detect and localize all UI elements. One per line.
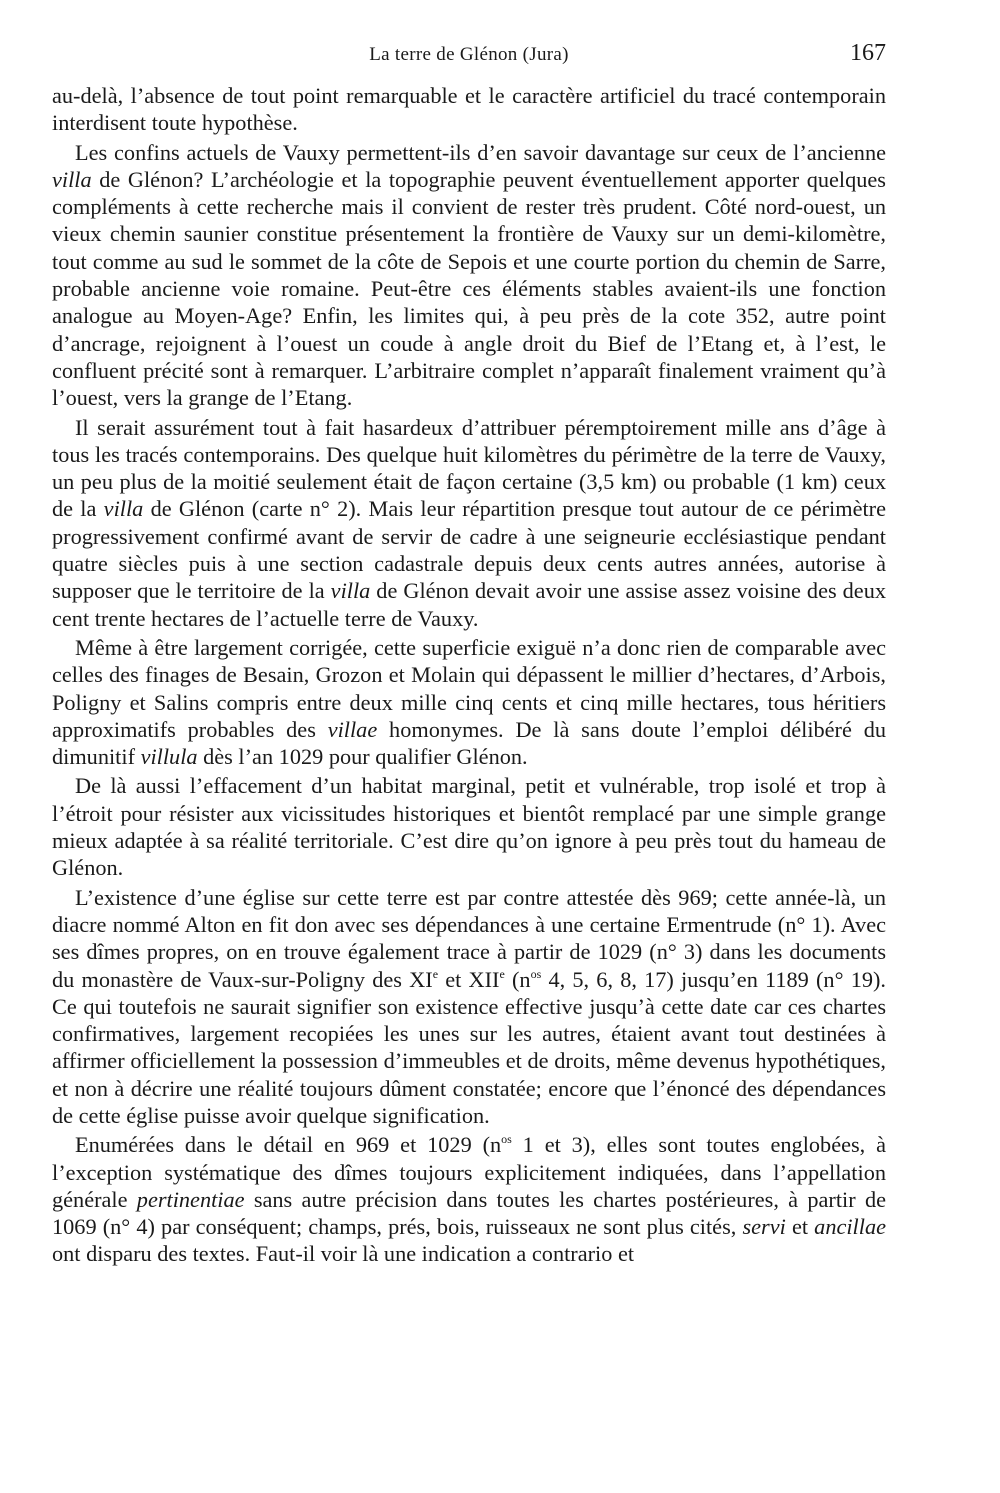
- paragraph: [52, 414, 886, 632]
- italic-text: villa: [103, 496, 144, 522]
- text-run: 1 et 3), elles sont toutes englobées, à l’exception systématique des dîmes toujours explicitement indiquées, dans l’appellation générale: [52, 1132, 886, 1212]
- running-title: La terre de Glénon (Jura): [369, 44, 569, 65]
- superscript-text: os: [530, 966, 542, 981]
- italic-text: pertinentiae: [136, 1186, 245, 1212]
- text-run: Il serait assurément tout à fait hasardeux d’attribuer péremptoirement mille ans d’âge à tous les tracés contemporains. Des quelque huit kilomètres du périmètre de la terre de Vauxy, un peu plus de la moitié seulement était de façon certaine (3,5 km) ou probable (1 km) ceux de la: [52, 414, 886, 522]
- text-run: Les confins actuels de Vauxy permettent-ils d’en savoir davantage sur ceux de l’ancienne: [75, 139, 886, 165]
- italic-text: servi: [742, 1214, 786, 1240]
- text-run: Enumérées dans le détail en 969 et 1029 (n: [75, 1132, 502, 1158]
- text-run: dès l’an 1029 pour qualifier Glénon.: [197, 744, 528, 770]
- text-run: homonymes. De là sans doute l’emploi délibéré du dimunitif: [52, 716, 886, 770]
- body-text: [52, 82, 886, 1268]
- paragraph: [52, 82, 886, 137]
- italic-text: ancillae: [814, 1214, 886, 1240]
- paragraph: [52, 1131, 886, 1267]
- document-page: [52, 40, 886, 1270]
- paragraph: [52, 772, 886, 881]
- text-run: de Glénon? L’archéologie et la topographie peuvent éventuellement apporter quelques compléments à cette recherche mais il convient de rester très prudent. Côté nord-ouest, un vieux chemin saunier constitue présentement la frontière de Vauxy sur un demi-kilomètre, tout comme au sud le sommet de la côte de Sepois et une courte portion du chemin de Sarre, probable ancienne voie romaine. Peut-être ces éléments stables avaient-ils une fonction analogue au Moyen-Age? Enfin, les limites qui, à peu près de la cote 352, autre point d’ancrage, rejoignent à l’ouest un coude à angle droit du Bief de l’Etang et, à l’est, le confluent précité sont à remarquer. L’arbitraire complet n’apparaît finalement vraiment qu’à l’ouest, vers la grange de l’Etang.: [52, 166, 886, 411]
- text-run: (n: [504, 966, 531, 992]
- superscript-text: os: [501, 1132, 512, 1147]
- superscript-text: e: [499, 966, 505, 981]
- paragraph: [52, 634, 886, 770]
- text-run: 4, 5, 6, 8, 17) jusqu’en 1189 (n° 19). Ce qui toutefois ne saurait signifier son existence effective jusqu’à cette date car ces chartes confirmatives, largement recopiées les unes sur les autres, étaient avant tout destinées à affirmer officiellement la possession d’immeubles et de droits, même devenus hypothétiques, et non à décrire une réalité toujours dûment constatée; encore que l’énoncé des dépendances de cette église puisse avoir quelque signification.: [52, 966, 886, 1128]
- page-number: 167: [850, 40, 886, 66]
- text-run: L’existence d’une église sur cette terre est par contre attestée dès 969; cette année-là, un diacre nommé Alton en fit don avec ses dépendances à une certaine Ermentrude (n° 1). Avec ses dîmes propres, on en trouve également trace à partir de 1029 (n° 3) dans les documents du monastère de Vaux-sur-Poligny des XI: [52, 884, 886, 992]
- running-head: [52, 40, 886, 76]
- italic-text: villa: [330, 578, 371, 604]
- paragraph: [52, 884, 886, 1130]
- text-run: de Glénon devait avoir une assise assez voisine des deux cent trente hectares de l’actuelle terre de Vauxy.: [52, 578, 886, 631]
- text-run: sans autre précision dans toutes les chartes postérieures, à partir de 1069 (n° 4) par conséquent; champs, prés, bois, ruisseaux ne sont plus cités,: [52, 1186, 886, 1240]
- text-run: De là aussi l’effacement d’un habitat marginal, petit et vulnérable, trop isolé et trop à l’étroit pour résister aux vicissitudes historiques et bientôt remplacé par une simple grange mieux adaptée à sa réalité territoriale. C’est dire qu’on ignore à peu près tout du hameau de Glénon.: [52, 773, 886, 881]
- superscript-text: e: [432, 966, 439, 981]
- paragraph: [52, 139, 886, 412]
- text-run: ont disparu des textes. Faut-il voir là une indication a contrario et: [52, 1241, 635, 1267]
- italic-text: villula: [140, 744, 198, 770]
- text-run: et XII: [438, 966, 500, 992]
- text-run: de Glénon (carte n° 2). Mais leur répartition presque tout autour de ce périmètre progressivement confirmé avant de servir de cadre à une seigneurie ecclésiastique pendant quatre siècles puis à une section cadastrale depuis deux cents autres années, autorise à supposer que le territoire de la: [52, 496, 886, 604]
- text-run: au-delà, l’absence de tout point remarquable et le caractère artificiel du tracé contemporain interdisent toute hypothèse.: [52, 83, 886, 136]
- text-run: et: [785, 1214, 815, 1240]
- text-run: Même à être largement corrigée, cette superficie exiguë n’a donc rien de comparable avec celles des finages de Besain, Grozon et Molain qui dépassent le millier d’hectares, d’Arbois, Poligny et Salins compris entre deux mille cinq cents et cinq mille hectares, tous héritiers approximatifs probables des: [52, 634, 886, 742]
- italic-text: villa: [52, 166, 92, 192]
- italic-text: villae: [327, 716, 378, 742]
